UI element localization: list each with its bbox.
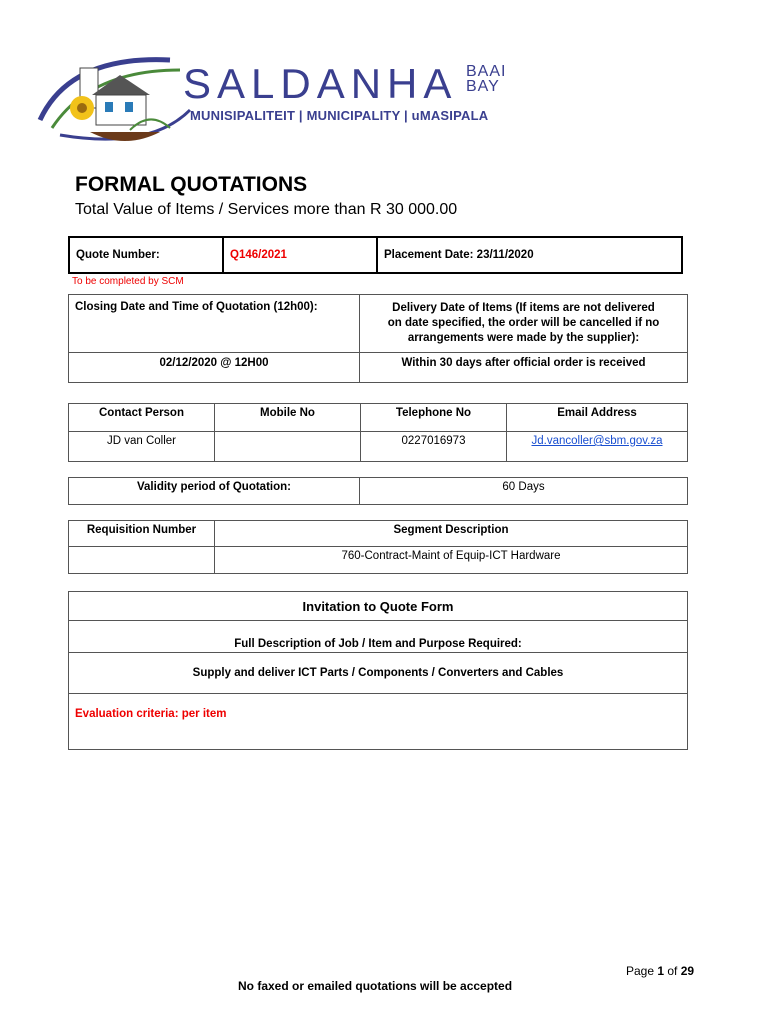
quote-number-value: Q146/2021 (223, 237, 377, 273)
contact-person: JD van Coller (69, 432, 215, 462)
logo-bay-label (466, 64, 506, 94)
delivery-line-2: on date specified, the order will be cancelled if no (387, 317, 660, 329)
validity-table (68, 477, 688, 505)
contact-person-header: Contact Person (69, 404, 215, 432)
requisition-number (69, 547, 215, 574)
email-link[interactable]: Jd.vancoller@sbm.gov.za (531, 435, 663, 447)
closing-value: 02/12/2020 @ 12H00 (69, 353, 360, 383)
telephone-number: 0227016973 (361, 432, 507, 462)
page-current: 1 (657, 964, 665, 978)
evaluation-criteria: Evaluation criteria: per item (69, 694, 688, 750)
job-description: Supply and deliver ICT Parts / Components / Converters and Cables (69, 653, 688, 694)
validity-label: Validity period of Quotation: (69, 478, 360, 505)
invitation-table (68, 591, 688, 750)
mobile-number (215, 432, 361, 462)
delivery-line-1: Delivery Date of Items (If items are not delivered (392, 302, 655, 314)
quote-number-label: Quote Number: (69, 237, 223, 273)
requisition-table (68, 520, 688, 574)
contact-table (68, 403, 688, 462)
closing-delivery-table (68, 294, 688, 383)
scm-note: To be completed by SCM (72, 276, 184, 287)
segment-label: Segment Description (215, 521, 688, 547)
page-title: FORMAL QUOTATIONS (75, 173, 308, 196)
logo-baai: BAAI (466, 63, 507, 80)
invitation-title: Invitation to Quote Form (69, 592, 688, 621)
logo-subtitle: MUNISIPALITEIT | MUNICIPALITY | uMASIPALA (190, 108, 489, 123)
page-of: of (664, 964, 681, 978)
closing-label: Closing Date and Time of Quotation (12h00): (69, 295, 360, 353)
page-total: 29 (680, 964, 695, 978)
logo-wordmark: SALDANHA (183, 60, 458, 107)
delivery-label (360, 295, 688, 353)
quote-number-table (68, 236, 683, 274)
description-label: Full Description of Job / Item and Purpose Required: (69, 621, 688, 653)
segment-value: 760-Contract-Maint of Equip-ICT Hardware (215, 547, 688, 574)
page-subtitle: Total Value of Items / Services more than R 30 000.00 (75, 201, 458, 218)
validity-value: 60 Days (360, 478, 688, 505)
telephone-header: Telephone No (361, 404, 507, 432)
delivery-line-3: arrangements were made by the supplier): (407, 332, 640, 344)
delivery-value: Within 30 days after official order is received (360, 353, 688, 383)
footer-note: No faxed or emailed quotations will be accepted (238, 979, 513, 993)
placement-date: Placement Date: 23/11/2020 (377, 237, 682, 273)
requisition-label: Requisition Number (69, 521, 215, 547)
mobile-header: Mobile No (215, 404, 361, 432)
page-number (626, 964, 694, 978)
logo-bay: BAY (466, 78, 500, 95)
page-prefix: Page (626, 964, 658, 978)
email-header: Email Address (507, 404, 688, 432)
